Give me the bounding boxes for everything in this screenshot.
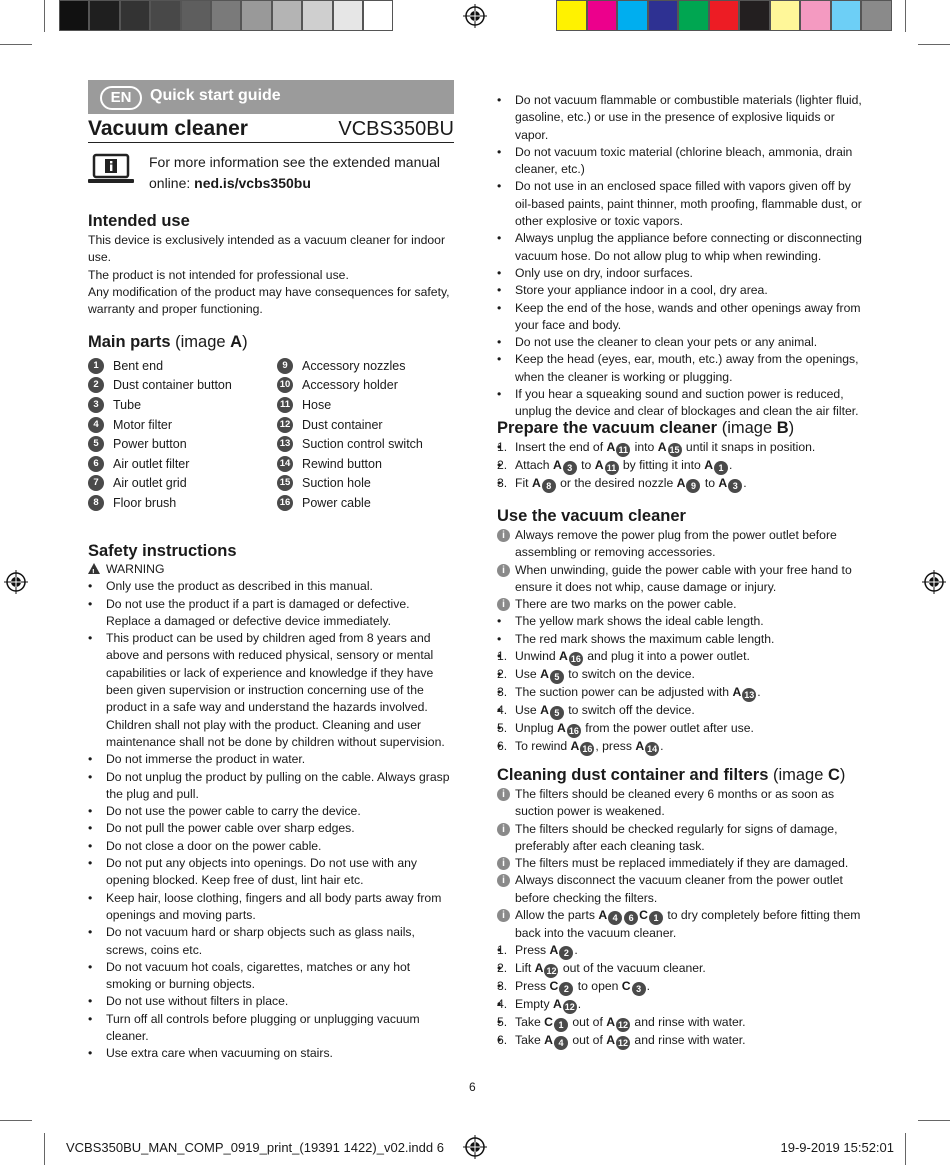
part-number-badge: 2: [88, 377, 104, 393]
part-number-badge: 6: [624, 911, 638, 925]
safety-block: [88, 540, 454, 1063]
info-item: i Always disconnect the vacuum cleaner from the power outlet before checking the filters.: [497, 872, 863, 907]
safety-item: • Do not unplug the product by pulling on the cable. Always grasp the plug and pull.: [88, 769, 454, 804]
step-number: • 3.: [497, 685, 508, 700]
image-letter: A: [534, 961, 544, 976]
crop-mark: [918, 1120, 950, 1121]
part-number-badge: 1: [88, 358, 104, 374]
color-swatch: [241, 0, 271, 31]
step-item: • 2. Use A 5 to switch on the device.: [497, 666, 863, 684]
image-letter: A: [557, 721, 566, 736]
step-number: • 6.: [497, 739, 508, 754]
info-icon: i: [497, 874, 510, 887]
part-number-badge: 1: [649, 911, 663, 925]
info-item: i Allow the parts A 4 6 C 1 to dry completely before fitting them back into the vacuum cleaner.: [497, 907, 863, 942]
parts-list-left: [88, 356, 268, 513]
part-number-badge: 4: [88, 417, 104, 433]
part-label: Tube: [113, 397, 142, 412]
safety-item: • If you hear a squeaking sound and suction power is reduced, unplug the device and clear of blockages and clean the air filter.: [497, 386, 863, 421]
step-number: • 1.: [497, 943, 508, 958]
part-number-badge: 5: [88, 436, 104, 452]
part-number-badge: 6: [88, 456, 104, 472]
language-header-bar: [88, 80, 454, 114]
safety-item: • Do not vacuum toxic material (chlorine bleach, ammonia, drain cleaner, etc.): [497, 144, 863, 179]
part-item: [88, 454, 268, 474]
image-letter: A: [606, 1015, 616, 1030]
image-letter: A: [544, 1033, 553, 1048]
part-label: Bent end: [113, 358, 164, 373]
part-number-badge: 7: [88, 475, 104, 491]
step-number: • 1.: [497, 649, 508, 664]
part-number-badge: 12: [618, 1020, 629, 1031]
registration-mark-icon: [922, 570, 946, 594]
safety-item: • Do not immerse the product in water.: [88, 751, 454, 768]
color-swatch: [739, 0, 770, 31]
part-number-badge: 4: [608, 911, 622, 925]
safety-item: • Do not use in an enclosed space filled with vapors given off by oil-based paints, paint thinner, moth proofing, flammable dust, or other explosive or toxic vapors.: [497, 178, 863, 230]
part-item: [277, 415, 457, 435]
color-swatch: [617, 0, 648, 31]
part-label: Power button: [113, 437, 187, 452]
part-number-badge: 4: [554, 1036, 568, 1050]
footer-file-name: VCBS350BU_MAN_COMP_0919_print_(19391 1422)_v02.indd 6: [66, 1140, 444, 1155]
image-letter: C: [639, 908, 648, 923]
registration-mark-icon: [463, 1135, 487, 1159]
part-label: Floor brush: [113, 495, 177, 510]
part-label: Suction hole: [302, 476, 371, 491]
safety-item: • Keep the head (eyes, ear, mouth, etc.) away from the openings, when the cleaner is working or plugging.: [497, 351, 863, 386]
step-number: • 2.: [497, 961, 508, 976]
part-number-badge: 13: [744, 690, 755, 701]
part-label: Dust container: [302, 417, 383, 432]
step-item: • 3. Fit A 8 or the desired nozzle A 9 to A 3 .: [497, 475, 863, 493]
safety-item: • Do not use the power cable to carry the device.: [88, 803, 454, 820]
part-number-badge: 9: [686, 479, 700, 493]
color-swatch: [678, 0, 709, 31]
info-item: i There are two marks on the power cable.: [497, 596, 863, 613]
crop-mark: [44, 0, 45, 32]
part-number-badge: 2: [559, 946, 573, 960]
color-swatch: [363, 0, 393, 31]
warning-icon: [88, 563, 100, 574]
use-bullet-list: [497, 613, 863, 648]
intended-use-text: The product is not intended for professional use.: [88, 267, 349, 282]
part-number-badge: 3: [632, 982, 646, 996]
step-number: • 4.: [497, 997, 508, 1012]
bullet-item: • The red mark shows the maximum cable length.: [497, 631, 863, 648]
guide-label: Quick start guide: [150, 87, 281, 104]
part-number-badge: 2: [559, 982, 573, 996]
part-item: [277, 454, 457, 474]
model-number: VCBS350BU: [338, 118, 454, 140]
part-item: [88, 434, 268, 454]
part-label: Suction control switch: [302, 437, 423, 452]
part-item: [277, 376, 457, 396]
page-number: 6: [469, 1080, 476, 1094]
manual-link[interactable]: ned.is/vcbs350bu: [194, 175, 311, 191]
step-item: • 2. Lift A 12 out of the vacuum cleaner.: [497, 960, 863, 978]
part-label: Hose: [302, 397, 332, 412]
image-letter: A: [676, 476, 686, 490]
step-number: • 5.: [497, 721, 508, 736]
info-item: i The filters should be checked regularly for signs of damage, preferably after each cleaning task.: [497, 821, 863, 856]
footer-timestamp: 19-9-2019 15:52:01: [780, 1140, 894, 1155]
part-item: [88, 493, 268, 513]
left-column: [88, 210, 454, 318]
color-swatch: [302, 0, 332, 31]
part-number-badge: 15: [277, 475, 293, 491]
registration-mark-icon: [4, 570, 28, 594]
part-label: Air outlet grid: [113, 476, 187, 491]
part-number-badge: 11: [277, 397, 293, 413]
part-item: [277, 474, 457, 494]
part-number-badge: 10: [277, 377, 293, 393]
main-parts-heading-block: [88, 331, 454, 353]
step-item: • 1. Press A 2 .: [497, 942, 863, 960]
image-letter: A: [570, 739, 580, 754]
color-swatch: [800, 0, 831, 31]
safety-item: • Do not put any objects into openings. Do not use with any opening blocked. Keep free of dust, lint hair etc.: [88, 855, 454, 890]
part-item: [88, 415, 268, 435]
section-heading: Prepare the vacuum cleaner (image B): [497, 419, 795, 437]
use-block: [497, 505, 863, 756]
part-number-badge: 12: [277, 417, 293, 433]
color-swatch: [831, 0, 862, 31]
section-heading: Intended use: [88, 212, 190, 230]
part-number-badge: 11: [616, 443, 630, 457]
safety-item: • Do not vacuum flammable or combustible materials (lighter fluid, gasoline, etc.) or use in the presence of explosive liquids or vapor.: [497, 92, 863, 144]
part-label: Accessory holder: [302, 378, 398, 393]
part-number-badge: 5: [550, 670, 564, 684]
prepare-steps: [497, 439, 863, 493]
laptop-info-icon: [88, 153, 134, 185]
safety-item: • Do not close a door on the power cable.: [88, 838, 454, 855]
image-letter: A: [598, 908, 608, 923]
safety-item: • Turn off all controls before plugging or unplugging vacuum cleaner.: [88, 1011, 454, 1046]
part-number-badge: 16: [568, 726, 579, 737]
crop-mark: [0, 1120, 32, 1121]
part-number-badge: 12: [618, 1038, 629, 1049]
section-heading: Cleaning dust container and filters (image C): [497, 766, 846, 784]
step-item: • 2. Attach A 3 to A 11 by fitting it into A 1 .: [497, 457, 863, 475]
safety-item: • Use extra care when vacuuming on stairs.: [88, 1045, 454, 1062]
step-number: • 6.: [497, 1033, 508, 1048]
safety-item: • Always unplug the appliance before connecting or disconnecting vacuum hose. Do not allow plug to whip when rewinding.: [497, 230, 863, 265]
safety-item: • Do not vacuum hard or sharp objects such as glass nails, screws, coins etc.: [88, 924, 454, 959]
warning-line: !WARNING: [88, 561, 454, 578]
prepare-block: [497, 417, 863, 493]
step-number: • 3.: [497, 476, 508, 490]
safety-list: [88, 578, 454, 1062]
info-icon: i: [497, 823, 510, 836]
info-icon: i: [497, 529, 510, 542]
part-number-badge: 8: [88, 495, 104, 511]
step-item: • 1. Insert the end of A 11 into A 15 until it snaps in position.: [497, 439, 863, 457]
crop-mark: [905, 0, 906, 32]
use-info-list: [497, 527, 863, 613]
right-column: [497, 92, 863, 421]
part-label: Accessory nozzles: [302, 358, 406, 373]
info-icon: i: [497, 564, 510, 577]
intended-use-text: This device is exclusively intended as a vacuum cleaner for indoor use.: [88, 233, 446, 265]
safety-item: • Do not use the product if a part is damaged or defective. Replace a damaged or defective device immediately.: [88, 596, 454, 631]
part-number-badge: 12: [546, 966, 557, 977]
use-steps: [497, 648, 863, 756]
info-item: i Always remove the power plug from the power outlet before assembling or removing accessories.: [497, 527, 863, 562]
bullet-item: • The yellow mark shows the ideal cable length.: [497, 613, 863, 630]
color-swatch: [333, 0, 363, 31]
safety-item: • Keep hair, loose clothing, fingers and all body parts away from openings and moving parts.: [88, 890, 454, 925]
safety-item: • This product can be used by children aged from 8 years and above and persons with reduced physical, sensory or mental capabilities or lack of experience and knowledge if they have been given supervision or instruction concerning use of the product in a safe way and understand the hazards involved. Children shall not play with the product. Cleaning and user maintenance shall not be done by children without supervision.: [88, 630, 454, 751]
section-heading: Use the vacuum cleaner: [497, 507, 686, 525]
step-number: • 2.: [497, 667, 508, 682]
info-icon: i: [497, 857, 510, 870]
image-letter: A: [704, 458, 713, 472]
info-item: i The filters should be cleaned every 6 months or as soon as suction power is weakened.: [497, 786, 863, 821]
image-letter: A: [635, 739, 645, 754]
part-number-badge: 14: [277, 456, 293, 472]
part-item: [88, 474, 268, 494]
info-icon: i: [497, 909, 510, 922]
step-item: • 1. Unwind A 16 and plug it into a power outlet.: [497, 648, 863, 666]
part-number-badge: 16: [277, 495, 293, 511]
part-item: [88, 376, 268, 396]
crop-mark: [918, 44, 950, 45]
image-letter: A: [540, 667, 549, 682]
safety-item: • Only use the product as described in this manual.: [88, 578, 454, 595]
color-swatch: [181, 0, 211, 31]
crop-mark: [44, 1133, 45, 1165]
image-letter: C: [544, 1015, 553, 1030]
step-item: • 4. Empty A 12 .: [497, 996, 863, 1014]
image-letter: A: [559, 649, 568, 664]
cleaning-info-list: [497, 786, 863, 942]
step-number: • 4.: [497, 703, 508, 718]
part-number-badge: 3: [563, 461, 577, 475]
image-letter: A: [732, 685, 742, 700]
part-item: [88, 356, 268, 376]
section-heading: Safety instructions: [88, 542, 237, 560]
step-number: • 1.: [497, 440, 508, 454]
image-letter: A: [606, 440, 616, 454]
cleaning-steps: [497, 942, 863, 1050]
parts-list-right: [277, 356, 457, 513]
step-number: • 2.: [497, 458, 508, 472]
part-number-badge: 5: [550, 706, 564, 720]
divider: [88, 142, 454, 143]
part-number-badge: 12: [564, 1002, 575, 1013]
color-swatch: [648, 0, 679, 31]
image-letter: A: [594, 458, 604, 472]
part-item: [277, 434, 457, 454]
image-letter: A: [657, 440, 667, 454]
info-item: i The filters must be replaced immediately if they are damaged.: [497, 855, 863, 872]
image-letter: A: [540, 703, 549, 718]
image-letter: A: [531, 476, 541, 490]
info-item: i When unwinding, guide the power cable with your free hand to ensure it does not whip, cause damage or injury.: [497, 562, 863, 597]
image-letter: A: [606, 1033, 616, 1048]
safety-item: • Store your appliance indoor in a cool, dry area.: [497, 282, 863, 299]
part-item: [277, 493, 457, 513]
color-swatch: [59, 0, 89, 31]
part-number-badge: 3: [88, 397, 104, 413]
safety-list-continued: [497, 92, 863, 421]
color-swatch: [89, 0, 119, 31]
part-item: [277, 356, 457, 376]
color-swatch: [211, 0, 241, 31]
registration-mark-icon: [463, 4, 487, 28]
part-number-badge: 11: [605, 461, 619, 475]
safety-item: • Do not vacuum hot coals, cigarettes, matches or any hot smoking or burning objects.: [88, 959, 454, 994]
part-label: Air outlet filter: [113, 456, 190, 471]
safety-item: • Do not use the cleaner to clean your pets or any animal.: [497, 334, 863, 351]
page-title: Vacuum cleaner: [88, 117, 248, 140]
part-label: Dust container button: [113, 378, 232, 393]
part-number-badge: 1: [554, 1018, 568, 1032]
color-swatch: [150, 0, 180, 31]
color-swatch: [709, 0, 740, 31]
part-label: Power cable: [302, 495, 371, 510]
extended-manual-info: For more information see the extended manual online: ned.is/vcbs350bu: [149, 154, 441, 191]
part-number-badge: 9: [277, 358, 293, 374]
language-code: EN: [100, 86, 142, 110]
cleaning-block: [497, 764, 863, 1050]
step-number: • 5.: [497, 1015, 508, 1030]
safety-item: • Do not use without filters in place.: [88, 993, 454, 1010]
color-swatch: [272, 0, 302, 31]
image-letter: A: [718, 476, 728, 490]
crop-mark: [905, 1133, 906, 1165]
part-label: Motor filter: [113, 417, 173, 432]
part-number-badge: 14: [647, 744, 658, 755]
part-number-badge: 13: [277, 436, 293, 452]
part-number-badge: 3: [728, 479, 742, 493]
part-number-badge: 16: [582, 744, 593, 755]
image-letter: A: [552, 458, 562, 472]
color-swatch: [556, 0, 587, 31]
step-item: • 4. Use A 5 to switch off the device.: [497, 702, 863, 720]
color-swatch: [120, 0, 150, 31]
image-letter: A: [552, 997, 562, 1012]
part-number-badge: 15: [669, 445, 680, 455]
part-number-badge: 8: [542, 479, 556, 493]
safety-item: • Only use on dry, indoor surfaces.: [497, 265, 863, 282]
step-number: • 3.: [497, 979, 508, 994]
intended-use-text: Any modification of the product may have consequences for safety, warranty and proper functioning.: [88, 284, 450, 317]
step-item: • 3. The suction power can be adjusted with A 13 .: [497, 684, 863, 702]
image-letter: C: [549, 979, 559, 994]
color-swatch: [587, 0, 618, 31]
step-item: • 6. Take A 4 out of A 12 and rinse with water.: [497, 1032, 863, 1050]
image-letter: C: [621, 979, 631, 994]
step-item: • 5. Take C 1 out of A 12 and rinse with water.: [497, 1014, 863, 1032]
info-icon: i: [497, 788, 510, 801]
part-number-badge: 1: [714, 461, 728, 475]
crop-mark: [0, 44, 32, 45]
info-icon: i: [497, 598, 510, 611]
part-item: [277, 395, 457, 415]
part-item: [88, 395, 268, 415]
color-swatch: [861, 0, 892, 31]
step-item: • 5. Unplug A 16 from the power outlet after use.: [497, 720, 863, 738]
safety-item: • Do not pull the power cable over sharp edges.: [88, 820, 454, 837]
section-heading: Main parts (image A): [88, 333, 248, 351]
safety-item: • Keep the end of the hose, wands and other openings away from your face and body.: [497, 300, 863, 335]
step-item: • 6. To rewind A 16 , press A 14 .: [497, 738, 863, 756]
part-label: Rewind button: [302, 456, 382, 471]
part-number-badge: 16: [570, 654, 581, 665]
step-item: • 3. Press C 2 to open C 3 .: [497, 978, 863, 996]
image-letter: A: [549, 943, 559, 958]
color-swatch: [770, 0, 801, 31]
